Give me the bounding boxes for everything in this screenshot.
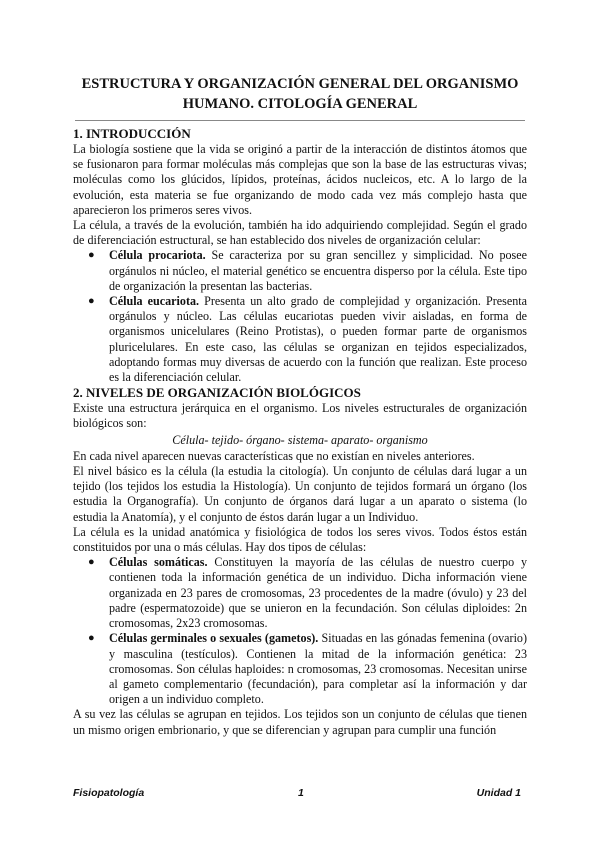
bullet-icon: ● <box>88 632 95 645</box>
cell-type-list <box>73 248 527 385</box>
title-line-1: ESTRUCTURA Y ORGANIZACIÓN GENERAL DEL ORGANISMO <box>81 76 519 92</box>
cell-class-list <box>73 555 527 707</box>
paragraph: La célula es la unidad anatómica y fisiológica de todos los seres vivos. Todos éstos están constituidos por una o más células. Hay dos tipos de células: <box>73 524 527 555</box>
title-line-2: HUMANO. CITOLOGÍA GENERAL <box>182 96 418 112</box>
bullet-icon: ● <box>88 295 95 308</box>
paragraph: A su vez las células se agrupan en tejidos. Los tejidos son un conjunto de células que tienen un mismo origen embrionario, y que se diferencian y agrupan para cumplir una función <box>73 707 527 737</box>
description: Se caracteriza por su gran sencillez y simplicidad. No posee orgánulos ni núcleo, el material genético se encuentra disperso por la célula. Este tipo de organización la presentan las bacterias. <box>109 248 527 293</box>
term: Célula eucariota. <box>109 294 200 309</box>
list-item <box>73 555 527 631</box>
description: Constituyen la mayoría de las células de nuestro cuerpo y contienen toda la información genética de un individuo. Dicha información viene organizada en 23 pares de cromosomas, 23 procedentes de la madre (óvulo) y 23 del padre (espermatozoide) que se unieron en la fecundación. Son células diploides: 2n cromosomas, 2x23 cromosomas. <box>109 555 528 631</box>
term: Células germinales o sexuales (gametos). <box>109 631 319 646</box>
description: Presenta un alto grado de complejidad y organización. Presenta orgánulos y núcleo. Las células eucariotas pueden vivir aisladas, en forma de organismos unicelulares (Reino Protistas), o pueden formar parte de organismos pluricelulares. En este caso, las células se organizan en tejidos especializados, adoptando formas muy diversas de acuerdo con la función que realizan. Este proceso es la diferenciación celular. <box>109 294 527 385</box>
paragraph: La célula, a través de la evolución, también ha ido adquiriendo complejidad. Según el grado de diferenciación estructural, se han establecido dos niveles de organización celular: <box>73 218 527 248</box>
term: Células somáticas. <box>109 555 208 570</box>
document-body <box>73 126 527 738</box>
organization-levels: Célula- tejido- órgano- sistema- aparato- organismo <box>172 432 428 447</box>
title-divider <box>75 120 525 121</box>
paragraph: La biología sostiene que la vida se originó a partir de la interacción de distintos átomos que se fusionaron para formar moléculas más complejas que son la base de las estructuras vivas; moléculas como los glúcidos, lípidos, proteínas, ácidos nucleicos, etc. A lo largo de la evolución, esta materia se fue organizando de modo cada vez más complejo hasta que aparecieron los primeros seres vivos. <box>73 142 527 217</box>
page-number: 1 <box>298 787 304 799</box>
footer-unit: Unidad 1 <box>476 787 521 799</box>
paragraph: El nivel básico es la célula (la estudia la citología). Un conjunto de células dará lugar a un tejido (los tejidos los estudia la Histología). Un conjunto de tejidos formará un órgano (los estudia la Organografía). Un conjunto de órganos dará lugar a un aparato o sistema (lo estudia la Anatomía), y el conjunto de éstos darán lugar a un Individuo. <box>73 464 527 524</box>
list-item <box>73 248 527 294</box>
document-title <box>60 74 540 114</box>
list-item <box>73 294 527 385</box>
description: Situadas en las gónadas femenina (ovario) y masculina (testículos). Contienen la mitad de la información genética: 23 cromosomas. Son células haploides: n cromosomas, 23 cromosomas. Necesitan unirse al gameto complementario (fecundación), para completar así la información y dar origen a un individuo completo. <box>109 631 528 707</box>
bullet-icon: ● <box>88 556 95 569</box>
section-heading-niveles: 2. NIVELES DE ORGANIZACIÓN BIOLÓGICOS <box>73 385 361 401</box>
list-item <box>73 631 527 707</box>
paragraph: En cada nivel aparecen nuevas características que no existían en niveles anteriores. <box>73 448 475 463</box>
bullet-icon: ● <box>88 249 95 262</box>
section-heading-introduccion: 1. INTRODUCCIÓN <box>73 126 191 141</box>
paragraph: Existe una estructura jerárquica en el organismo. Los niveles estructurales de organización biológicos son: <box>73 401 527 431</box>
footer-subject: Fisiopatología <box>73 787 145 799</box>
term: Célula procariota. <box>109 248 206 263</box>
